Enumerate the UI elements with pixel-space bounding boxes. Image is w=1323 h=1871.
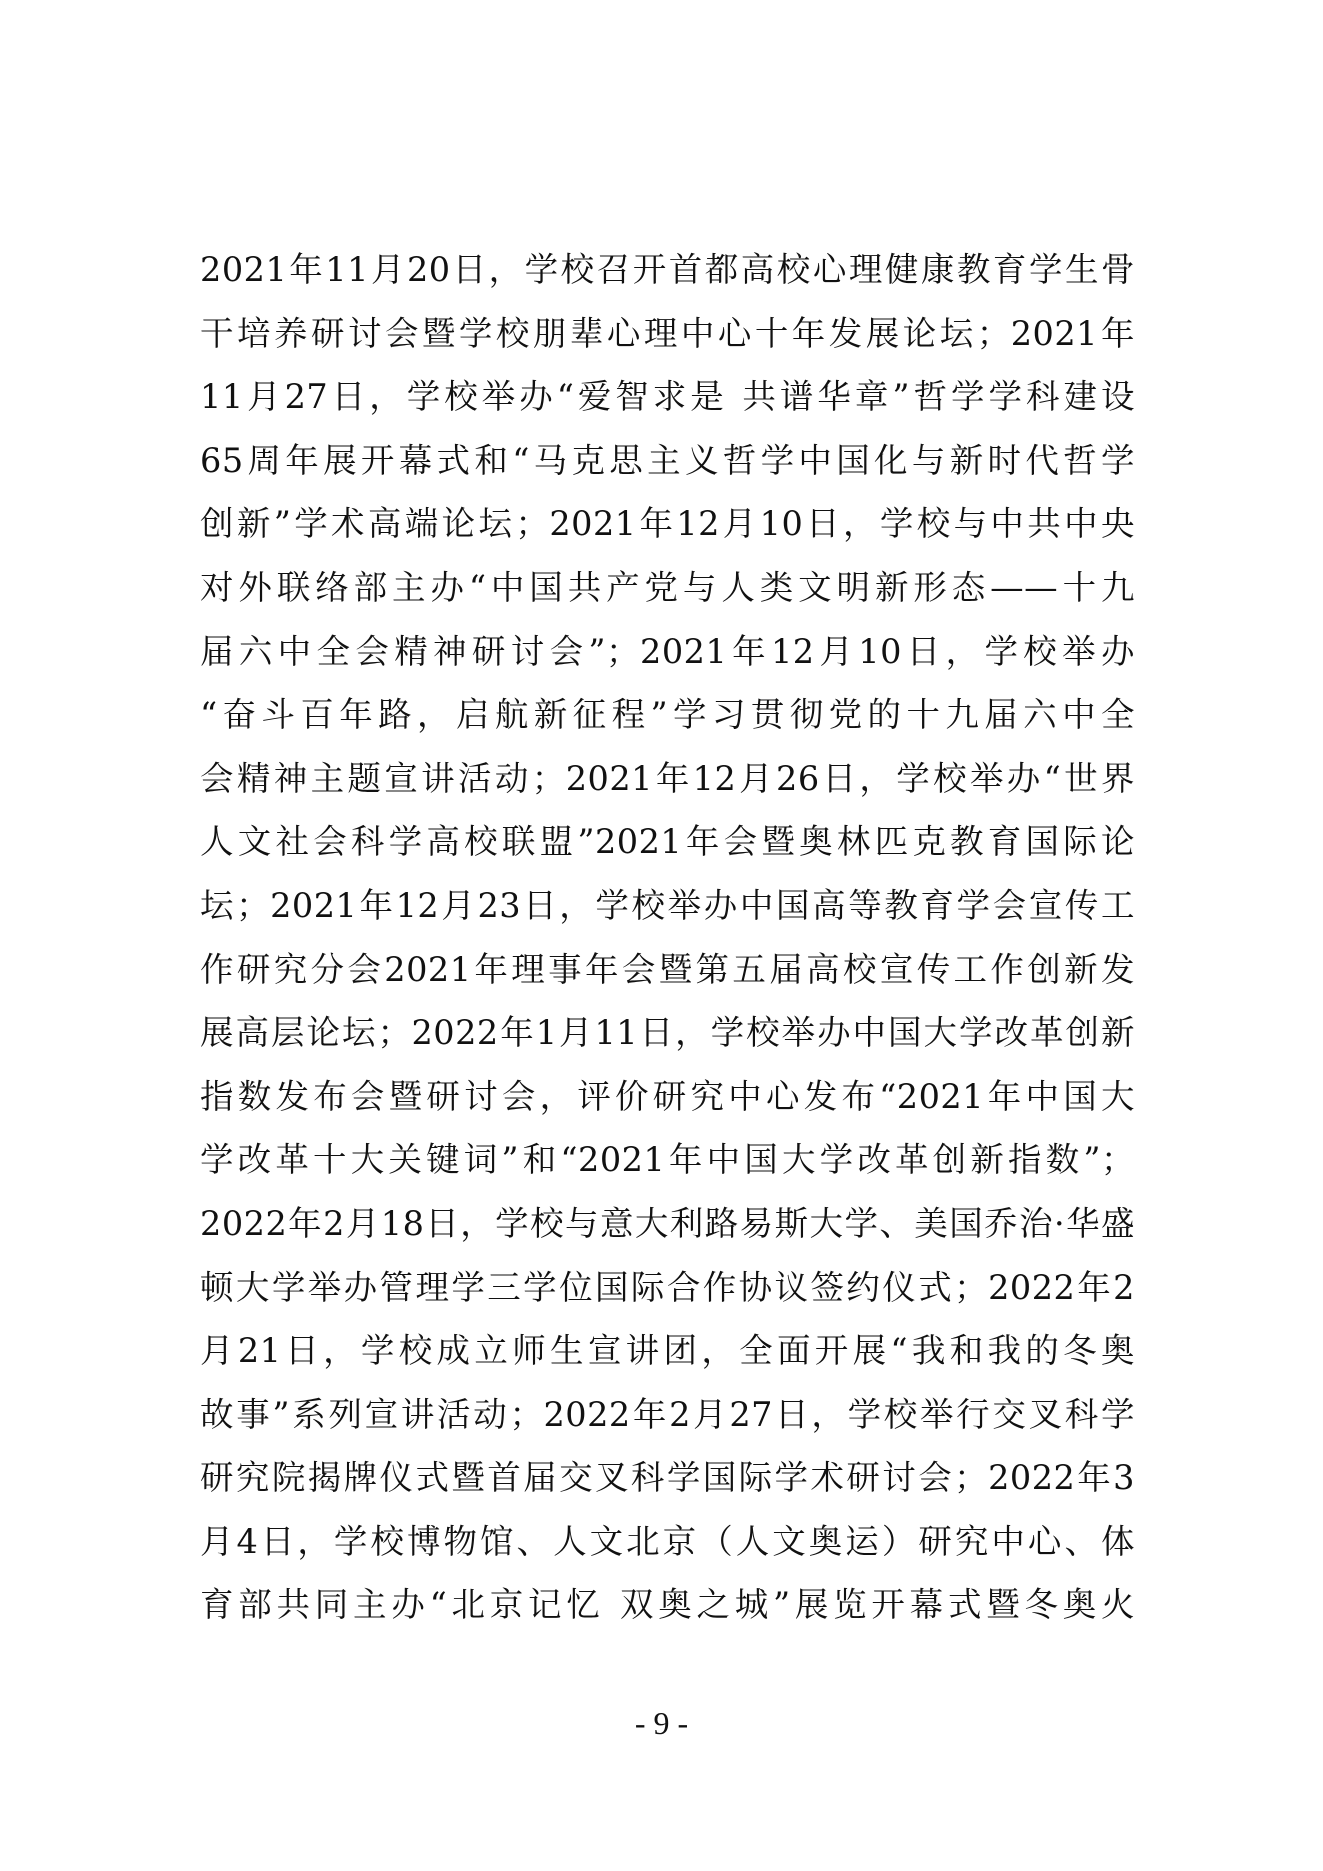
text-line: 人文社会科学高校联盟”2021年会暨奥林匹克教育国际论 xyxy=(200,822,1135,862)
text-line: 故事”系列宣讲活动；2022年2月27日，学校举行交叉科学 xyxy=(200,1394,1135,1434)
text-line: 会精神主题宣讲活动；2021年12月26日，学校举办“世界 xyxy=(200,758,1135,798)
text-line: 2021年11月20日，学校召开首都高校心理健康教育学生骨 xyxy=(200,250,1135,289)
text-line: 月4日，学校博物馆、人文北京（人文奥运）研究中心、体 xyxy=(200,1521,1135,1561)
text-line: 2022年2月18日，学校与意大利路易斯大学、美国乔治·华盛 xyxy=(200,1203,1135,1243)
text-line: 展高层论坛；2022年1月11日，学校举办中国大学改革创新 xyxy=(200,1013,1135,1053)
text-line: 对外联络部主办“中国共产党与人类文明新形态——十九 xyxy=(200,567,1135,607)
text-line: 学改革十大关键词”和“2021年中国大学改革创新指数”； xyxy=(200,1140,1135,1180)
text-line: 育部共同主办“北京记忆 双奥之城”展览开幕式暨冬奥火 xyxy=(200,1585,1135,1625)
text-line: 65周年展开幕式和“马克思主义哲学中国化与新时代哲学 xyxy=(200,440,1135,480)
body-paragraph xyxy=(200,238,1135,1637)
text-line: 创新”学术高端论坛；2021年12月10日，学校与中共中央 xyxy=(200,504,1135,544)
text-line: 研究院揭牌仪式暨首届交叉科学国际学术研讨会；2022年3 xyxy=(200,1458,1135,1498)
text-line: 11月27日，学校举办“爱智求是 共谱华章”哲学学科建设 xyxy=(200,377,1135,417)
text-line: 作研究分会2021年理事年会暨第五届高校宣传工作创新发 xyxy=(200,949,1135,989)
text-line: 坛；2021年12月23日，学校举办中国高等教育学会宣传工 xyxy=(200,885,1135,925)
text-line: 顿大学举办管理学三学位国际合作协议签约仪式；2022年2 xyxy=(200,1267,1135,1307)
text-line: 干培养研讨会暨学校朋辈心理中心十年发展论坛；2021年 xyxy=(200,313,1135,353)
text-line: 届六中全会精神研讨会”；2021年12月10日，学校举办 xyxy=(200,631,1135,671)
text-line: 指数发布会暨研讨会，评价研究中心发布“2021年中国大 xyxy=(200,1076,1135,1116)
text-line: 月21日，学校成立师生宣讲团，全面开展“我和我的冬奥 xyxy=(200,1331,1135,1371)
text-line: “奋斗百年路，启航新征程”学习贯彻党的十九届六中全 xyxy=(200,695,1135,735)
page-number: - 9 - xyxy=(634,1705,689,1741)
